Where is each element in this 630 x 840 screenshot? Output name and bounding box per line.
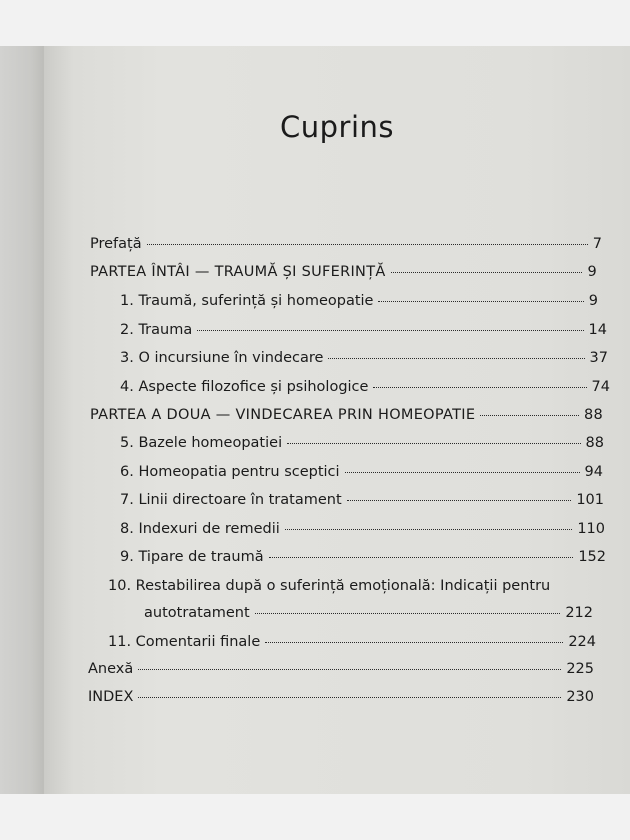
toc-entry-page: 88 [585, 435, 604, 451]
toc-entry-label: autotratament [144, 605, 250, 621]
toc-entry-partea-intai [90, 264, 597, 280]
toc-entry-chapter-4 [120, 379, 610, 395]
toc-entry-chapter-10-line-1: 10. Restabilirea după o suferință emoțională: Indicații pentru [108, 578, 551, 594]
dot-leader [265, 642, 563, 643]
dot-leader [285, 529, 573, 530]
table-of-contents [44, 46, 630, 794]
toc-entry-chapter-11 [108, 634, 596, 650]
toc-entry-page: 9 [588, 293, 598, 309]
dot-leader [378, 301, 583, 302]
toc-entry-page: 14 [588, 322, 607, 338]
toc-entry-page: 212 [565, 605, 593, 621]
toc-entry-label: 6. Homeopatia pentru sceptici [120, 464, 340, 480]
toc-entry-index [88, 689, 594, 705]
toc-entry-label: 7. Linii directoare în tratament [120, 492, 342, 508]
toc-entry-label: 8. Indexuri de remedii [120, 521, 280, 537]
dot-leader [373, 387, 586, 388]
previous-page-edge [0, 46, 44, 794]
toc-entry-anexa [88, 661, 594, 677]
dot-leader [138, 697, 561, 698]
toc-entry-chapter-8 [120, 521, 605, 537]
dot-leader [480, 415, 579, 416]
toc-entry-label: 9. Tipare de traumă [120, 549, 264, 565]
toc-entry-page: 152 [578, 549, 606, 565]
toc-entry-label: Prefață [90, 236, 142, 252]
toc-entry-label: 3. O incursiune în vindecare [120, 350, 324, 366]
dot-leader [391, 272, 583, 273]
toc-entry-page: 74 [591, 379, 610, 395]
toc-entry-label: 11. Comentarii finale [108, 634, 261, 650]
dot-leader [138, 669, 561, 670]
toc-entry-label: 2. Trauma [120, 322, 193, 338]
dot-leader [147, 244, 588, 245]
toc-entry-page: 101 [576, 492, 604, 508]
toc-entry-chapter-10-line-2 [144, 605, 593, 621]
dot-leader [328, 358, 584, 359]
dot-leader [345, 472, 580, 473]
page-title: Cuprins [279, 110, 394, 144]
toc-entry-chapter-3 [120, 350, 608, 366]
toc-entry-page: 9 [587, 264, 597, 280]
dot-leader [255, 613, 561, 614]
toc-entry-page: 94 [584, 464, 603, 480]
toc-entry-page: 110 [577, 521, 605, 537]
dot-leader [347, 500, 572, 501]
dot-leader [287, 443, 580, 444]
toc-entry-label: 4. Aspecte filozofice și psihologice [120, 379, 369, 395]
toc-entry-prefata [90, 236, 602, 252]
toc-entry-page: 224 [568, 634, 596, 650]
toc-entry-chapter-6 [120, 464, 603, 480]
toc-entry-label: PARTEA A DOUA — VINDECAREA PRIN HOMEOPATIE [90, 407, 476, 423]
toc-entry-label: Anexă [88, 661, 134, 677]
toc-entry-page: 225 [566, 661, 594, 677]
toc-entry-chapter-7 [120, 492, 604, 508]
toc-entry-page: 37 [589, 350, 608, 366]
toc-entry-label: 5. Bazele homeopatiei [120, 435, 283, 451]
toc-entry-page: 88 [583, 407, 603, 423]
dot-leader [197, 330, 583, 331]
toc-entry-label: 1. Traumă, suferință și homeopatie [120, 293, 374, 309]
toc-entry-chapter-9 [120, 549, 606, 565]
toc-entry-chapter-5 [120, 435, 604, 451]
toc-entry-page: 7 [592, 236, 602, 252]
dot-leader [269, 557, 574, 558]
toc-entry-chapter-2 [120, 322, 607, 338]
book-page [44, 46, 630, 794]
toc-entry-label: PARTEA ÎNTÂI — TRAUMĂ ȘI SUFERINȚĂ [90, 264, 386, 280]
toc-entry-label: INDEX [88, 689, 134, 705]
toc-entry-page: 230 [566, 689, 594, 705]
toc-entry-chapter-1 [120, 293, 598, 309]
toc-entry-partea-a-doua [90, 407, 603, 423]
